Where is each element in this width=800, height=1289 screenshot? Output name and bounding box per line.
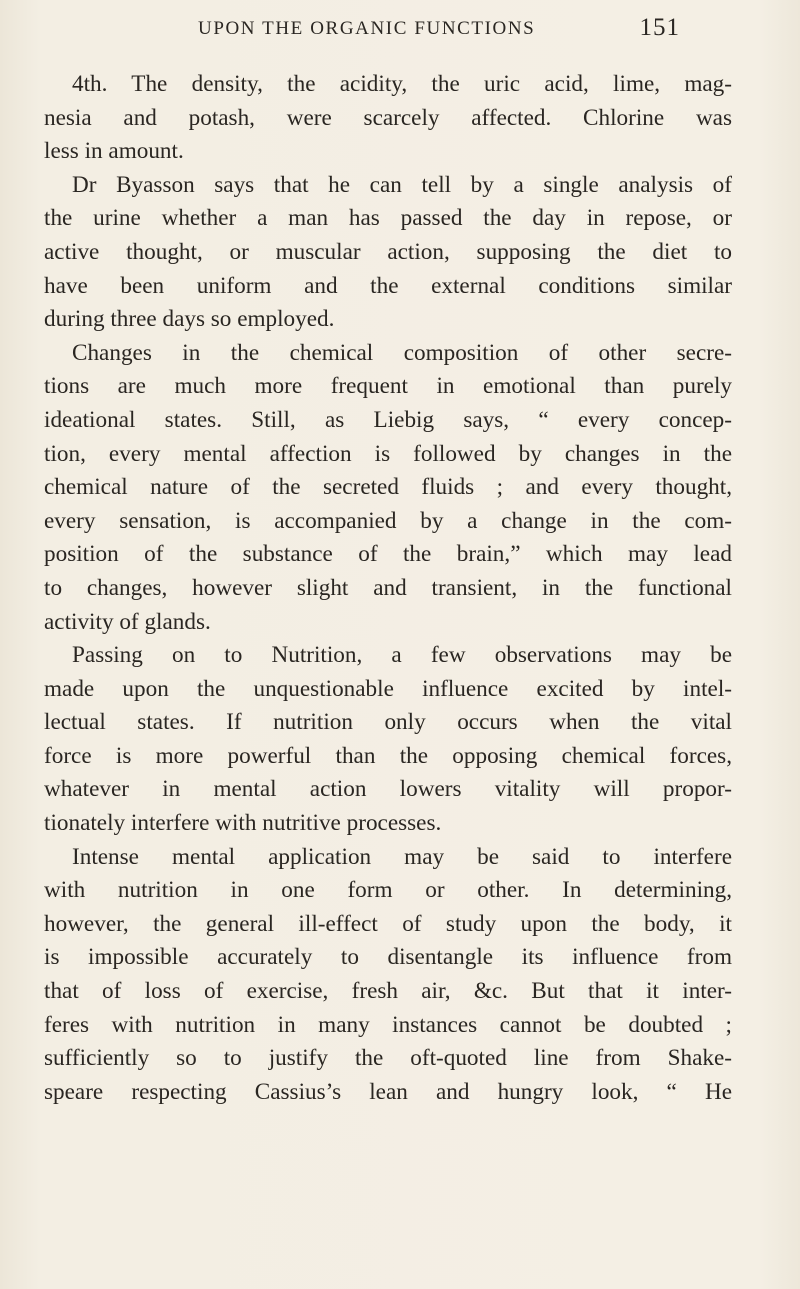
text-line: is impossible accurately to disentangle its influence from — [44, 944, 732, 971]
body-text — [44, 68, 732, 1109]
text-line: ideational states. Still, as Liebig says, “ every concep- — [44, 406, 732, 433]
text-line: that of loss of exercise, fresh air, &c. But that it inter- — [44, 978, 732, 1005]
text-line: speare respecting Cassius’s lean and hungry look, “ He — [44, 1078, 732, 1105]
running-title: UPON THE ORGANIC FUNCTIONS — [198, 18, 536, 39]
text-line: to changes, however slight and transient, in the functional — [44, 574, 732, 601]
text-line: force is more powerful than the opposing chemical forces, — [44, 742, 732, 769]
running-head — [160, 12, 680, 48]
text-line: 4th. The density, the acidity, the uric acid, lime, mag- — [72, 71, 732, 97]
text-line: Dr Byasson says that he can tell by a single analysis of — [72, 171, 732, 198]
text-line: lectual states. If nutrition only occurs when the vital — [44, 709, 732, 736]
text-line: tions are much more frequent in emotional than purely — [44, 373, 732, 400]
text-line: with nutrition in one form or other. In determining, — [44, 877, 732, 904]
text-line: whatever in mental action lowers vitality will propor- — [44, 776, 732, 803]
text-line: feres with nutrition in many instances cannot be doubted ; — [44, 1011, 732, 1038]
text-line: the urine whether a man has passed the day in repose, or — [44, 205, 732, 232]
text-line: have been uniform and the external conditions similar — [44, 272, 732, 299]
text-line: activity of glands. — [44, 608, 211, 635]
text-line: every sensation, is accompanied by a change in the com- — [44, 507, 732, 534]
text-line: tionately interfere with nutritive processes. — [44, 810, 442, 837]
text-line: Intense mental application may be said to interfere — [72, 843, 732, 870]
text-line: during three days so employed. — [44, 306, 335, 333]
text-line: sufficiently so to justify the oft-quoted line from Shake- — [44, 1045, 732, 1072]
text-line: Changes in the chemical composition of other secre- — [72, 339, 732, 366]
text-line: however, the general ill-effect of study upon the body, it — [44, 910, 732, 937]
text-line: nesia and potash, were scarcely affected. Chlorine was — [44, 104, 732, 131]
text-line: position of the substance of the brain,” which may lead — [44, 541, 732, 568]
text-line: tion, every mental affection is followed by changes in the — [44, 440, 732, 467]
text-line: less in amount. — [44, 138, 184, 165]
text-line: chemical nature of the secreted fluids ; and every thought, — [44, 474, 732, 501]
text-line: made upon the unquestionable influence excited by intel- — [44, 675, 732, 702]
text-line: Passing on to Nutrition, a few observations may be — [72, 642, 732, 669]
page-number: 151 — [639, 14, 680, 41]
text-line: active thought, or muscular action, supposing the diet to — [44, 238, 732, 265]
